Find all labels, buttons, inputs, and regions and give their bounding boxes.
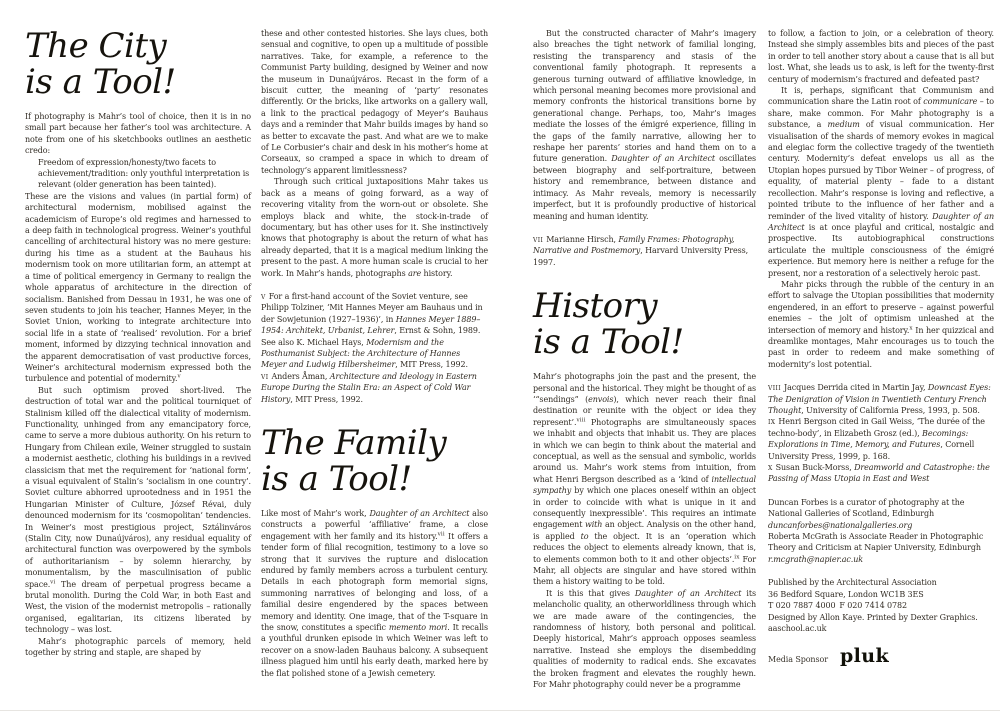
body-paragraph: It is, perhaps, significant that Communism and communication share the Latin root of communicare – to share, make common. For Mahr photography is a substance, a medium of visual communication. Her visualisation of the shards of memory evokes in magical and elegiac form the collective tragedy of the twentieth century. Modernity’s defeat envelops us all as the Utopian hopes pursued by Tibor Weiner – of progress, of equality, of material plenty – fade to a distant recollection. Mahr’s response is loving and reflective, a pointed tribute to the influence of her father and a reminder of the lived vitality of history. Daughter of an Architect is at once playful and critical, nostalgic and prospective. Its autobiographical constructions articulate the multiple consciousness of the émigré experience. But memory here is neither a refuge for the present, nor a restoration of a selectively heroic past. <box>768 86 995 278</box>
body-paragraph: But such optimism proved short-lived. The destruction of total war and the political tourniquet of Stalinism killed off the dialectical vitality of modernism. Functionality, unhinged from any emancipatory force, came to serve a more dubious authority. On his return to Hungary from Chilean exile, Weiner struggled to sustain a modernist aesthetic, clothing his buildings in a revived classicism that met the requirement for ‘national form’, a visual equivalent of Stalin’s ‘socialism in one country’. Soviet culture abhorred uprootedness and in 1951 the Hungarian Minister of Culture, József Révai, duly denounced modernism for its ‘cosmopolitan’ tendencies. In Weiner’s most prestigious project, Sztálinváros (Stalin City, now Dunaújváros), any residual equality of architectural function was overpowered by the symbols of authoritarianism – by solemn hierarchy, by monumentalism, by the masculinisation of public space.$^{vi}$ The dream of perpetual progress became a brutal monolith. During the Cold War, in both East and West, the vision of the modernist metropolis – rationally organised, egalitarian, its citizens liberated by technology – was lost. <box>25 385 251 635</box>
body-paragraph: These are the visions and values (in partial form) of architectural modernism, mobilised against the academicism of Europe’s old regimes and harnessed to a deep faith in technological progress. Weiner’s youthful cancelling of architectural history was no mere gesture: during his time as a student at the Bauhaus his modernism took on more utilitarian form, an attempt at a time of political emergency in Germany to realign the whole apparatus of architecture in the direction of socialism. Banished from Dessau in 1931, he was one of seven students to join his teacher, Hannes Meyer, in the Soviet Union, working to integrate architecture into social life in a state of ‘realised’ revolution. For a brief moment, informed by dizzying technical innovation and the apparent democratisation of vast productive forces, Weiner’s architectural modernism expressed both the turbulence and potential of modernity.$^v$ <box>25 191 251 384</box>
footnote-vii: vii Marianne Hirsch, Family Frames: Photography, Narrative and Postmemory, Harvard University Press, 1997. <box>533 234 749 267</box>
column-3 <box>533 28 756 691</box>
column-2 <box>261 28 488 691</box>
heading-history-is-a-tool <box>533 286 756 363</box>
column-layout <box>25 28 994 691</box>
footnotes-v-vi <box>261 291 488 405</box>
footnote-viii: viii Jacques Derrida cited in Martin Jay, Downcast Eyes: The Denigration of Vision in Twentieth Century French Thought, University of California Press, 1993, p. 508. <box>768 383 991 415</box>
media-sponsor-row <box>768 645 994 668</box>
publisher-block <box>768 577 994 634</box>
body-paragraph: It is this that gives Daughter of an Architect its melancholic quality, an otherworldliness through which we are made aware of the contingencies, the randomness of history, both personal and political. Deeply historical, Mahr’s approach opposes seamless narrative. Instead she employs the disembedding qualities of modernity to radical ends. She excavates the broken fragment and elevates the roughly hewn. For Mahr photography could never be a programme <box>533 588 756 690</box>
publisher-line: Published by the Architectural Association <box>768 578 937 588</box>
bio-roberta-mcgrath-email: r.mcgrath@napier.ac.uk <box>768 554 864 564</box>
heading-line: History <box>533 286 658 327</box>
publisher-credits: Designed by Allon Kaye. Printed by Dexter Graphics. <box>768 612 978 622</box>
heading-the-family-is-a-tool <box>261 425 488 497</box>
bio-duncan-forbes: Duncan Forbes is a curator of photography at the National Galleries of Scotland, Edinburgh <box>768 497 965 519</box>
heading-line: is a Tool! <box>261 459 412 499</box>
body-paragraph: these and other contested histories. She lays clues, both sensual and cognitive, to open up a multitude of possible narratives. Take, for example, a reference to the Communist Party building, designed by Weiner and now the museum in Dunaújváros. Recast in the form of a biscuit cutter, the meaning of ‘party’ resonates differently. Or the bricks, like artworks on a gallery wall, a link to the practical pedagogy of Meyer’s Bauhaus days and a reminder that Mahr builds images by hand so as better to excavate the past. And what are we to make of Le Corbusier’s chair and desk in his mother’s home at Corseaux, so cramped a space in which to dream of technology’s apparent limitlessness? <box>261 29 488 175</box>
author-bios <box>768 497 994 565</box>
body-paragraph: Through such critical juxtapositions Mahr takes us back as a means of going forward, as a way of recovering vitality from the worn-out or obsolete. She employs black and white, the stock-in-trade of documentary, but has other uses for it. She instinctively knows that photography is about the return of what has already departed, that it is a magical medium linking the present to the past. A more human scale is crucial to her work. In Mahr’s hands, photographs are history. <box>261 177 488 278</box>
column-4 <box>768 28 994 691</box>
body-paragraph: Mahr’s photographs join the past and the present, the personal and the historical. They might be thought of as ‘“sendings” (envois), which never reach their final destination or reunite with the object or idea they represent’.$^{viii}$ Photographs are simultaneously spaces we inhabit and objects that inhabit us. They are places in which we can begin to think about the material and conceptual, as well as the sensual and symbolic, worlds around us. Mahr’s work stems from intuition, from what Henri Bergson described as a ‘kind of intellectual sympathy by which one places oneself within an object in order to coincide with what is unique in it and consequently inexpressible’. This requires an intimate engagement with an object. Analysis on the other hand, is applied to the object. It is an ‘operation which reduces the object to elements already known, that is, to elements common both to it and other objects’.$^{ix}$ For Mahr, all objects are singular and have stored within them a history waiting to be told. <box>533 372 757 587</box>
column-1 <box>25 28 251 691</box>
body-paragraph: to follow, a faction to join, or a celebration of theory. Instead she simply assembles bits and pieces of the past in order to tell another story about a cause that is all but lost. What, she leads us to ask, is left for the twenty-first century of modernism’s fractured and defeated past? <box>768 29 994 84</box>
footnote-v: v For a first-hand account of the Soviet venture, see Philipp Tolziner, ‘Mit Hannes Meyer am Bauhaus und in der Sowjetunion (1927–1936)’, in Hannes Meyer 1889–1954: Architekt, Urbanist, Lehrer, Ernst & Sohn, 1989. See also K. Michael Hays, Modernism and the Posthumanist Subject: the Architecture of Hannes Meyer and Ludwig Hilbersheimer, MIT Press, 1992. <box>261 291 483 370</box>
heading-line: The Family <box>261 423 447 463</box>
footnote-vi: vi Anders Åman, Architecture and Ideology in Eastern Europe During the Stalin Era: an Aspect of Cold War History, MIT Press, 1992. <box>261 371 477 404</box>
footnote-x: x Susan Buck-Morss, Dreamworld and Catastrophe: the Passing of Mass Utopia in East and West <box>768 463 990 484</box>
heading-line: is a Tool! <box>533 322 684 363</box>
bio-roberta-mcgrath: Roberta McGrath is Associate Reader in Photographic Theory and Criticism at Napier University, Edinburgh <box>768 532 984 553</box>
bio-duncan-forbes-email: duncanforbes@nationalgalleries.org <box>768 520 913 530</box>
body-paragraph: Mahr’s photographic parcels of memory, held together by string and staple, are shaped by <box>25 636 251 658</box>
body-paragraph: But the constructed character of Mahr’s imagery also breaches the tight network of familial longing, resisting the transparency and stasis of the conventional family photograph. It represents a generous turning outward of affiliative knowledge, in which personal meaning becomes more provisional and memory confronts the historical transitions borne by generational change. Perhaps, too, Mahr’s images mediate the losses of the émigré experience, filling in the gaps of the family narrative, allowing her to reshape her parents’ stories and hand them on to a future generation. Daughter of an Architect oscillates between biography and self-portraiture, between history and remembrance, between distance and intimacy. As Mahr reveals, memory is necessarily imperfect, but it is profoundly productive of historical meaning and human identity. <box>533 29 756 221</box>
media-sponsor-label: Media Sponsor <box>768 655 828 665</box>
footnotes-viii-ix-x <box>768 382 994 485</box>
body-paragraph: Like most of Mahr’s work, Daughter of an Architect also constructs a powerful ‘affiliative’ frame, a close engagement with her family and its history.$^{vii}$ It offers a tender form of filial recognition, testimony to a love so strong that it survives the rupture and dislocation endured by family members across a turbulent century. Details in each photograph form memorial signs, summoning narratives of belonging and loss, of a familial desire engendered by the spaces between memory and identity. One image, that of the T-square in the snow, constitutes a specific memento mori. It recalls a youthful drunken episode in which Weiner was left to recover on a snow-laden Bauhaus balcony. A subsequent illness plagued him until his early death, marked here by the flat polished stone of a Jewish cemetery. <box>261 509 489 678</box>
footnote-ix: ix Henri Bergson cited in Gail Weiss, ‘The durée of the techno-body’, in Elizabeth Grosz (ed.), Becomings: Explorations in Time, Memory, and Futures, Cornell University Press, 1999, p. 168. <box>768 417 985 461</box>
credo-quote: Freedom of expression/honesty/two facets to achievement/tradition: only youthful interpretation is relevant (older generation has been tainted). <box>38 157 250 190</box>
pluk-logo: pluk <box>839 645 890 668</box>
body-paragraph: If photography is Mahr’s tool of choice, then it is in no small part because her father’s tool was architecture. A note from one of his sketchbooks outlines an aesthetic credo: <box>25 112 251 156</box>
heading-line: The City <box>25 26 167 66</box>
publisher-phone: T 020 7887 4000 F 020 7414 0782 <box>768 601 908 611</box>
publisher-website: aaschool.ac.uk <box>768 623 827 633</box>
bottom-rule <box>0 710 1000 711</box>
footnote-vii-block <box>533 234 756 268</box>
publisher-address: 36 Bedford Square, London WC1B 3ES <box>768 589 924 599</box>
heading-line: is a Tool! <box>25 62 176 102</box>
body-paragraph: Mahr picks through the rubble of the century in an effort to salvage the Utopian possibilities that modernity engendered, in an effort to preserve – against powerful enemies – the jolt of optimism unleashed at the intersection of memory and history.$^x$ In her quizzical and dreamlike montages, Mahr encourages us to touch the past in order to redeem and make something of modernity’s lost potential. <box>768 279 994 369</box>
heading-the-city-is-a-tool <box>25 28 251 100</box>
